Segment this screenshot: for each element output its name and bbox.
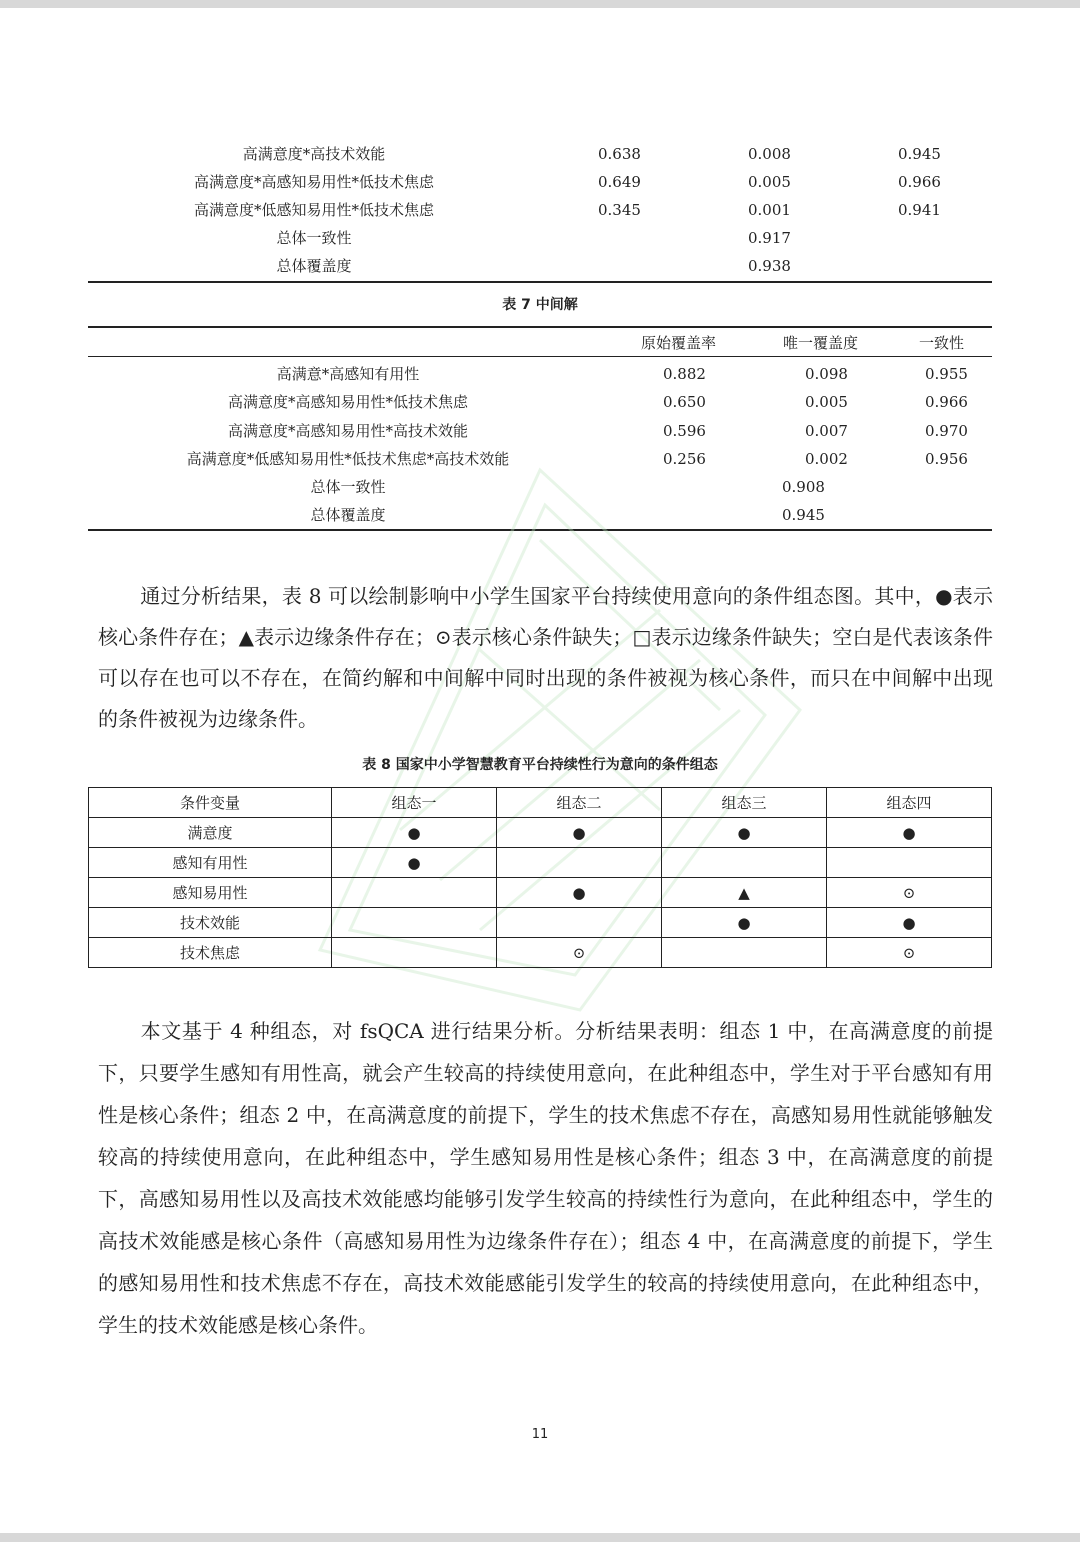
condition-cell — [662, 938, 827, 968]
condition-cell: ● — [662, 908, 827, 938]
variable-cell: 技术效能 — [89, 908, 332, 938]
condition-cell — [497, 848, 662, 878]
header-raw-coverage: 原始覆盖率 — [641, 334, 717, 352]
raw-coverage-cell: 0.649 — [598, 173, 641, 191]
row-label: 高满意度*高感知易用性*高技术效能 — [227, 421, 468, 440]
summary-row — [0, 473, 1080, 501]
condition-cell — [827, 848, 992, 878]
table-row — [88, 196, 992, 224]
raw-coverage-cell: 0.345 — [598, 201, 641, 219]
table-row — [0, 360, 1080, 388]
condition-cell: ● — [497, 818, 662, 848]
paragraph-text: 本文基于 4 种组态，对 fsQCA 进行结果分析。分析结果表明：组态 1 中，在高满意度的前提下，只要学生感知有用性高，就会产生较高的持续使用意向，在此种组态中，学生对于平台感知有用性是核心条件；组态 2 中，在高满意度的前提下，学生的技术焦虑不存在，高感知易用性就能够触发较高的持续使用意向，在此种组态中，学生感知易用性是核心条件；组态 3 中，在高满意度的前提下，高感知易用性以及高技术效能感均能够引发学生较高的持续性行为意向，在此种组态中，学生的高技术效能感是核心条件（高感知易用性为边缘条件存在）；组态 4 中，在高满意度的前提下，学生的感知易用性和技术焦虑不存在，高技术效能感能引发学生的较高的持续使用意向，在此种组态中，学生的技术效能感是核心条件。 — [98, 1019, 993, 1337]
table-row — [0, 388, 1080, 416]
table-row — [89, 878, 992, 908]
row-label: 高满意*高感知有用性 — [276, 365, 420, 383]
header-cell: 条件变量 — [89, 788, 332, 818]
unique-coverage-cell: 0.098 — [805, 365, 848, 383]
condition-cell: ⊙ — [827, 878, 992, 908]
row-label: 高满意度*高感知易用性*低技术焦虑 — [227, 393, 468, 412]
condition-cell: ● — [332, 848, 497, 878]
summary-row — [88, 224, 992, 252]
table-row — [0, 417, 1080, 445]
header-unique-coverage: 唯一覆盖度 — [783, 334, 859, 352]
unique-coverage-cell: 0.002 — [805, 449, 848, 468]
top-edge-bar — [0, 0, 1080, 8]
consistency-cell: 0.956 — [925, 449, 968, 468]
condition-cell: ⊙ — [827, 938, 992, 968]
condition-cell: ● — [332, 818, 497, 848]
variable-cell: 技术焦虑 — [89, 938, 332, 968]
raw-coverage-cell: 0.650 — [663, 393, 706, 412]
table6-continuation — [88, 140, 992, 280]
condition-cell: ● — [662, 818, 827, 848]
unique-coverage-cell: 0.008 — [748, 145, 791, 163]
condition-cell: ⊙ — [497, 938, 662, 968]
consistency-cell: 0.966 — [925, 393, 968, 412]
variable-cell: 满意度 — [89, 818, 332, 848]
consistency-cell: 0.955 — [925, 365, 968, 383]
table-row — [89, 908, 992, 938]
table8 — [88, 787, 992, 968]
consistency-cell: 0.966 — [898, 173, 941, 191]
row-label: 高满意度*低感知易用性*低技术焦虑 — [193, 201, 434, 219]
consistency-cell: 0.945 — [898, 145, 941, 163]
table-row — [88, 140, 992, 168]
table-row — [89, 938, 992, 968]
condition-cell — [497, 908, 662, 938]
bottom-edge-bar — [0, 1533, 1080, 1542]
consistency-cell: 0.941 — [898, 201, 941, 219]
condition-cell — [332, 878, 497, 908]
table-row — [0, 445, 1080, 473]
row-label: 高满意度*高感知易用性*低技术焦虑 — [193, 173, 434, 191]
summary-row — [88, 252, 992, 280]
summary-label: 总体覆盖度 — [276, 257, 352, 275]
table7-title: 表 7 中间解 — [502, 297, 578, 313]
table-row — [89, 848, 992, 878]
condition-cell: ● — [497, 878, 662, 908]
header-cell: 组态三 — [662, 788, 827, 818]
header-cell: 组态二 — [497, 788, 662, 818]
table-header-row — [89, 788, 992, 818]
summary-label: 总体一致性 — [276, 229, 352, 247]
summary-value: 0.938 — [748, 257, 791, 275]
raw-coverage-cell: 0.256 — [663, 449, 706, 468]
analysis-paragraph-1 — [98, 576, 993, 740]
consistency-cell: 0.970 — [925, 421, 968, 440]
summary-label: 总体一致性 — [310, 478, 386, 497]
paragraph-text: 通过分析结果，表 8 可以绘制影响中小学生国家平台持续使用意向的条件组态图。其中，●表示核心条件存在；▲表示边缘条件存在；⊙表示核心条件缺失；□表示边缘条件缺失；空白是代表该条件可以存在也可以不存在，在简约解和中间解中同时出现的条件被视为核心条件，而只在中间解中出现的条件被视为边缘条件。 — [98, 584, 993, 731]
table7-body — [0, 360, 1080, 530]
variable-cell: 感知有用性 — [89, 848, 332, 878]
table7-header — [0, 329, 1080, 357]
table7-header-rule — [88, 356, 992, 357]
condition-cell: ● — [827, 908, 992, 938]
header-cell: 组态四 — [827, 788, 992, 818]
header-consistency: 一致性 — [919, 334, 965, 352]
header-cell: 组态一 — [332, 788, 497, 818]
page-number: 11 — [531, 1427, 549, 1442]
table7-bottom-rule — [88, 529, 992, 531]
condition-cell — [332, 938, 497, 968]
table-row — [89, 818, 992, 848]
raw-coverage-cell: 0.882 — [663, 365, 706, 383]
summary-row — [0, 501, 1080, 529]
raw-coverage-cell: 0.638 — [598, 145, 641, 163]
table7-top-rule — [88, 326, 992, 328]
raw-coverage-cell: 0.596 — [663, 421, 706, 440]
condition-cell — [662, 848, 827, 878]
unique-coverage-cell: 0.007 — [805, 421, 848, 440]
unique-coverage-cell: 0.005 — [748, 173, 791, 191]
analysis-paragraph-2 — [98, 1010, 993, 1346]
table-row — [88, 168, 992, 196]
condition-cell: ▲ — [662, 878, 827, 908]
unique-coverage-cell: 0.005 — [805, 393, 848, 412]
condition-cell — [332, 908, 497, 938]
unique-coverage-cell: 0.001 — [748, 201, 791, 219]
summary-value: 0.917 — [748, 229, 791, 247]
summary-label: 总体覆盖度 — [310, 506, 386, 525]
summary-value: 0.945 — [782, 506, 825, 525]
summary-value: 0.908 — [782, 478, 825, 497]
row-label: 高满意度*低感知易用性*低技术焦虑*高技术效能 — [186, 449, 510, 468]
variable-cell: 感知易用性 — [89, 878, 332, 908]
table8-title: 表 8 国家中小学智慧教育平台持续性行为意向的条件组态 — [362, 757, 718, 773]
row-label: 高满意度*高技术效能 — [242, 145, 386, 163]
condition-cell: ● — [827, 818, 992, 848]
table6-bottom-rule — [88, 281, 992, 283]
